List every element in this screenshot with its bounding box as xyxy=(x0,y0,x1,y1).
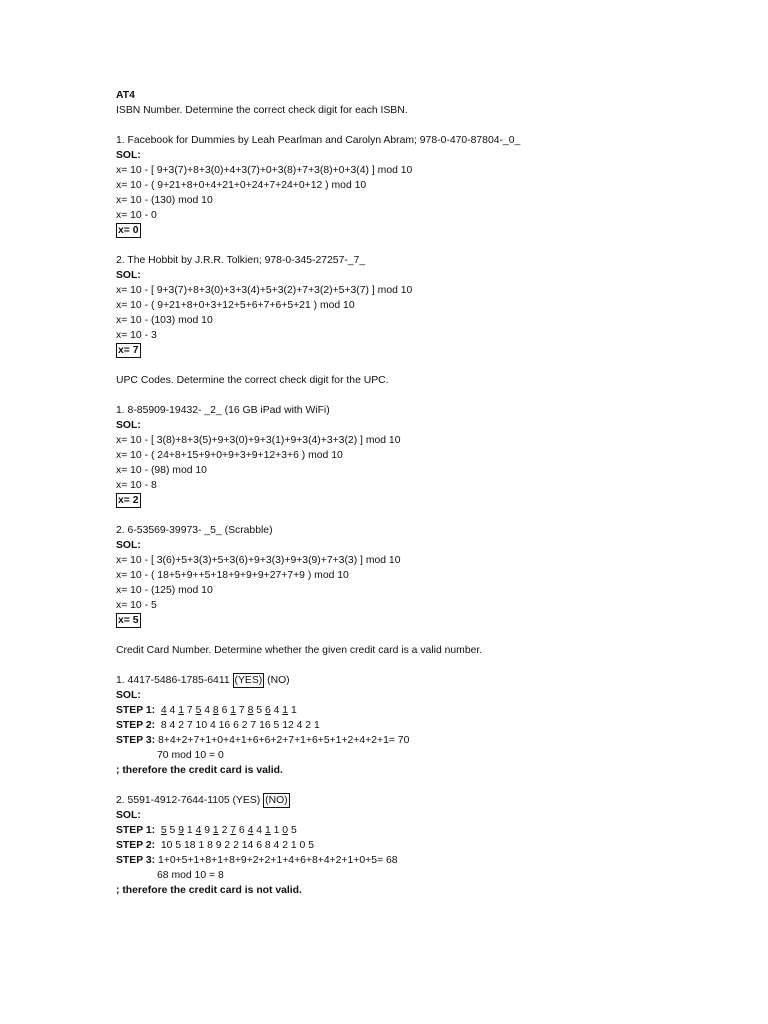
doc-title: AT4 xyxy=(116,90,135,101)
upc-2-line-2: x= 10 - ( 18+5+9++5+18+9+9+9+27+7+9 ) mod 10 xyxy=(116,570,349,581)
step1-digit: 4 xyxy=(273,705,280,716)
isbn-1-line-3: x= 10 - (130) mod 10 xyxy=(116,195,213,206)
cc-1-step-2-values: 8 4 2 7 10 4 16 6 2 7 16 5 12 4 2 1 xyxy=(160,720,320,731)
spacer xyxy=(116,238,736,253)
step1-digit: 1 xyxy=(212,825,219,836)
spacer xyxy=(116,628,736,643)
cc-2-no-answer: (NO) xyxy=(265,795,288,806)
spacer xyxy=(116,778,736,793)
sol-label: SOL: xyxy=(116,150,141,161)
sol-label: SOL: xyxy=(116,270,141,281)
sol-label: SOL: xyxy=(116,690,141,701)
step-label: STEP 3 xyxy=(116,735,152,746)
step1-digit: 6 xyxy=(238,825,245,836)
cc-1-number: 1. 4417-5486-1785-6411 xyxy=(116,675,230,686)
step1-digit: 1 xyxy=(186,825,193,836)
cc-1-step-3-sum: 8+4+2+7+1+0+4+1+6+6+2+7+1+6+5+1+2+4+2+1= 70 xyxy=(157,735,410,746)
isbn-1-line-2: x= 10 - ( 9+21+8+0+4+21+0+24+7+24+0+12 ) mod 10 xyxy=(116,180,367,191)
step1-digit: 9 xyxy=(204,825,211,836)
step1-digit: 4 xyxy=(247,825,254,836)
cc-1-step-2: STEP 2: 8 4 2 7 10 4 16 6 2 7 16 5 12 4 2 1 xyxy=(116,720,320,731)
step-label: STEP 1 xyxy=(116,705,152,716)
isbn-2-line-1: x= 10 - [ 9+3(7)+8+3(0)+3+3(4)+5+3(2)+7+3(2)+5+3(7) ] mod 10 xyxy=(116,285,413,296)
document-content xyxy=(116,88,736,898)
step1-digit: 5 xyxy=(169,825,176,836)
step1-digit: 1 xyxy=(273,825,280,836)
step1-digit: 7 xyxy=(230,825,237,836)
upc-problem-1-heading: 1. 8-85909-19432- _2_ (16 GB iPad with WiFi) xyxy=(116,405,330,416)
upc-1-line-4: x= 10 - 8 xyxy=(116,480,157,491)
cc-2-step-3: STEP 3: 1+0+5+1+8+1+8+9+2+2+1+4+6+8+4+2+1+0+5= 68 xyxy=(116,855,398,866)
cc-1-yes-answer: (YES) xyxy=(234,675,263,686)
isbn-2-line-2: x= 10 - ( 9+21+8+0+3+12+5+6+7+6+5+21 ) mod 10 xyxy=(116,300,355,311)
upc-1-line-2: x= 10 - ( 24+8+15+9+0+9+3+9+12+3+6 ) mod 10 xyxy=(116,450,343,461)
isbn-1-answer: x= 0 xyxy=(118,225,139,236)
step1-digit: 5 xyxy=(256,705,263,716)
spacer xyxy=(116,658,736,673)
step1-digit: 1 xyxy=(230,705,237,716)
step1-digit: 7 xyxy=(238,705,245,716)
upc-problem-2-heading: 2. 6-53569-39973- _5_ (Scrabble) xyxy=(116,525,273,536)
step1-digit: 5 xyxy=(290,825,297,836)
upc-intro: UPC Codes. Determine the correct check digit for the UPC. xyxy=(116,375,389,386)
cc-2-step-3-sum: 1+0+5+1+8+1+8+9+2+2+1+4+6+8+4+2+1+0+5= 68 xyxy=(157,855,398,866)
upc-1-answer: x= 2 xyxy=(118,495,139,506)
isbn-problem-2-heading: 2. The Hobbit by J.R.R. Tolkien; 978-0-345-27257-_7_ xyxy=(116,255,366,266)
cc-problem-2-heading xyxy=(116,793,736,808)
upc-2-answer: x= 5 xyxy=(118,615,139,626)
sol-label: SOL: xyxy=(116,540,141,551)
step1-digit: 1 xyxy=(282,705,289,716)
upc-1-line-3: x= 10 - (98) mod 10 xyxy=(116,465,207,476)
isbn-2-line-3: x= 10 - (103) mod 10 xyxy=(116,315,213,326)
step1-digit: 1 xyxy=(264,825,271,836)
step1-digit: 4 xyxy=(256,825,263,836)
cc-1-conclusion: ; therefore the credit card is valid. xyxy=(116,765,283,776)
step1-digit: 8 xyxy=(247,705,254,716)
spacer xyxy=(116,118,736,133)
upc-2-line-1: x= 10 - [ 3(6)+5+3(3)+5+3(6)+9+3(3)+9+3(9)+7+3(3) ] mod 10 xyxy=(116,555,401,566)
isbn-1-line-1: x= 10 - [ 9+3(7)+8+3(0)+4+3(7)+0+3(8)+7+3(8)+0+3(4) ] mod 10 xyxy=(116,165,413,176)
step1-digit: 4 xyxy=(169,705,176,716)
cc-2-number: 2. 5591-4912-7644-1105 (YES) xyxy=(116,795,261,806)
cc-2-mod: 68 mod 10 = 8 xyxy=(157,870,224,881)
step1-digit: 4 xyxy=(195,825,202,836)
isbn-2-line-4: x= 10 - 3 xyxy=(116,330,157,341)
spacer xyxy=(116,388,736,403)
step1-digit: 6 xyxy=(264,705,271,716)
step1-digit: 5 xyxy=(160,825,167,836)
cc-1-step-1: STEP 1: 4 4 1 7 5 4 8 6 1 7 8 5 6 4 1 1 xyxy=(116,705,297,716)
cc-2-step-2: STEP 2: 10 5 18 1 8 9 2 2 14 6 8 4 2 1 0 5 xyxy=(116,840,314,851)
step1-digit: 4 xyxy=(204,705,211,716)
step-label: STEP 1 xyxy=(116,825,152,836)
step1-digit: 2 xyxy=(221,825,228,836)
step-label: STEP 3 xyxy=(116,855,152,866)
cc-2-conclusion: ; therefore the credit card is not valid. xyxy=(116,885,302,896)
upc-1-line-1: x= 10 - [ 3(8)+8+3(5)+9+3(0)+9+3(1)+9+3(4)+3+3(2) ] mod 10 xyxy=(116,435,401,446)
step1-digit: 4 xyxy=(160,705,167,716)
step1-digit: 6 xyxy=(221,705,228,716)
isbn-intro: ISBN Number. Determine the correct check digit for each ISBN. xyxy=(116,105,408,116)
step1-digit: 0 xyxy=(282,825,289,836)
isbn-2-answer: x= 7 xyxy=(118,345,139,356)
step-label: STEP 2 xyxy=(116,720,152,731)
sol-label: SOL: xyxy=(116,420,141,431)
spacer xyxy=(116,508,736,523)
step1-digit: 1 xyxy=(290,705,297,716)
cc-intro: Credit Card Number. Determine whether the given credit card is a valid number. xyxy=(116,645,483,656)
upc-2-line-4: x= 10 - 5 xyxy=(116,600,157,611)
sol-label: SOL: xyxy=(116,810,141,821)
spacer xyxy=(116,358,736,373)
step1-digit: 7 xyxy=(186,705,193,716)
step1-digit: 8 xyxy=(212,705,219,716)
cc-1-no: (NO) xyxy=(267,675,290,686)
step1-digit: 5 xyxy=(195,705,202,716)
step-label: STEP 2 xyxy=(116,840,152,851)
isbn-problem-1-heading: 1. Facebook for Dummies by Leah Pearlman and Carolyn Abram; 978-0-470-87804-_0_ xyxy=(116,135,521,146)
step1-digit: 9 xyxy=(178,825,184,836)
upc-2-line-3: x= 10 - (125) mod 10 xyxy=(116,585,213,596)
cc-2-step-1: STEP 1: 5 5 9 1 4 9 1 2 7 6 4 4 1 1 0 5 xyxy=(116,825,297,836)
cc-2-step-2-values: 10 5 18 1 8 9 2 2 14 6 8 4 2 1 0 5 xyxy=(160,840,314,851)
step1-digit: 1 xyxy=(178,705,184,716)
cc-problem-1-heading xyxy=(116,673,736,688)
cc-1-step-3: STEP 3: 8+4+2+7+1+0+4+1+6+6+2+7+1+6+5+1+2+4+2+1= 70 xyxy=(116,735,410,746)
isbn-1-line-4: x= 10 - 0 xyxy=(116,210,157,221)
cc-1-mod: 70 mod 10 = 0 xyxy=(157,750,224,761)
